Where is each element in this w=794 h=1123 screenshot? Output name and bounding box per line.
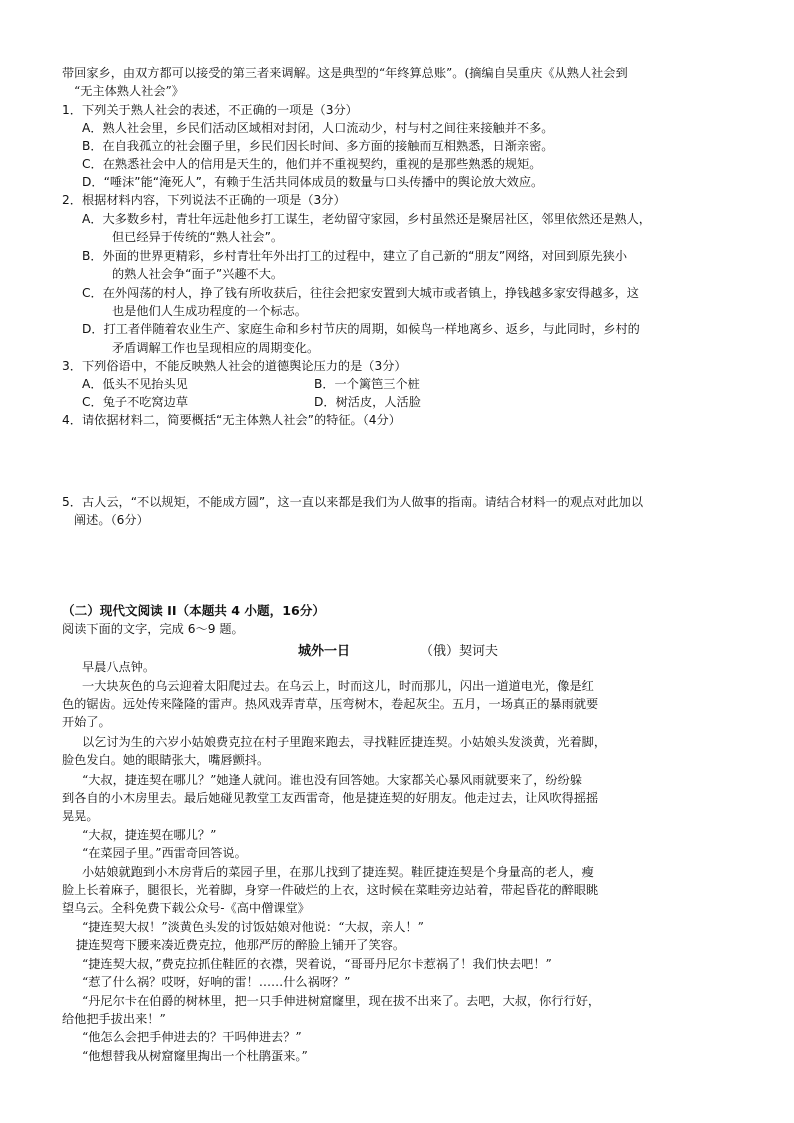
story-line: “捷连契大叔！”淡黄色头发的讨饭姑娘对他说：“大叔，亲人！” [82, 920, 424, 934]
question-3-stem: 3．下列俗语中，不能反映熟人社会的道德舆论压力的是（3分） [62, 359, 407, 373]
question-1-option-b: B．在自我孤立的社会圈子里，乡民们因长时间、多方面的接触而互相熟悉，日渐亲密。 [82, 139, 554, 153]
question-5-stem-cont: 阐述。（6分） [74, 513, 149, 527]
question-3-option-b: B．一个篱笆三个桩 [314, 377, 420, 391]
section-heading: （二）现代文阅读 II（本题共 4 小题，16分） [62, 603, 325, 618]
story-line: “捷连契大叔，”费克拉抓住鞋匠的衣襟，哭着说，“哥哥丹尼尔卡惹祸了！我们快去吧！” [82, 957, 552, 971]
question-3-option-a: A．低头不见抬头见 [82, 377, 188, 391]
story-line: 早晨八点钟。 [82, 660, 156, 674]
story-line: 望乌云。全科免费下载公众号-《高中僧课堂》 [62, 901, 310, 915]
question-3-option-c: C．兔子不吃窝边草 [82, 395, 189, 409]
question-5-stem: 5．古人云，“不以规矩，不能成方圆”，这一直以来都是我们为人做事的指南。请结合材料一的观点对此加以 [62, 495, 644, 509]
story-line: “大叔，捷连契在哪儿？” [82, 828, 217, 842]
story-line: “丹尼尔卡在伯爵的树林里，把一只手伸进树窟窿里，现在拔不出来了。去吧，大叔，你行行好， [82, 994, 601, 1008]
question-2-option-a: A．大多数乡村，青壮年远赴他乡打工谋生，老幼留守家园，乡村虽然还是聚居社区，邻里依然还是熟人， [82, 212, 651, 226]
source-citation: “无主体熟人社会”》 [74, 84, 184, 98]
story-line: “大叔，捷连契在哪儿？”她逢人就问。谁也没有回答她。大家都关心暴风雨就要来了，纷纷躲 [82, 773, 582, 787]
question-2-option-d: D．打工者伴随着农业生产、家庭生命和乡村节庆的周期，如候鸟一样地离乡、返乡，与此同时，乡村的 [82, 322, 640, 336]
question-2-option-a-cont: 但已经异于传统的“熟人社会”。 [112, 230, 284, 244]
section-instruction: 阅读下面的文字，完成 6～9 题。 [62, 622, 244, 636]
story-line: 到各自的小木房里去。最后她碰见教堂工友西雷奇，他是捷连契的好朋友。他走过去，让风吹得摇摇 [62, 791, 599, 805]
story-line: 一大块灰色的乌云迎着太阳爬过去。在乌云上，时而这儿，时而那儿，闪出一道道电光，像是红 [82, 679, 594, 693]
question-2-option-c-cont: 也是他们人生成功程度的一个标志。 [112, 304, 307, 318]
story-title: 城外一日 [298, 644, 351, 659]
story-line: 以乞讨为生的六岁小姑娘费克拉在村子里跑来跑去，寻找鞋匠捷连契。小姑娘头发淡黄，光着脚， [82, 735, 607, 749]
question-1-option-d: D．“唾沫”能“淹死人”，有赖于生活共同体成员的数量与口头传播中的舆论放大效应。 [82, 175, 544, 189]
answer-space-q5[interactable] [62, 532, 742, 592]
story-line: 晃晃。 [62, 809, 99, 823]
story-line: 小姑娘就跑到小木房背后的菜园子里，在那儿找到了捷连契。鞋匠捷连契是个身量高的老人，瘦 [82, 865, 594, 879]
story-line: 捷连契弯下腰来凑近费克拉，他那严厉的醉脸上铺开了笑容。 [76, 938, 406, 952]
question-2-option-d-cont: 矛盾调解工作也呈现相应的周期变化。 [112, 341, 320, 355]
story-line: “他想替我从树窟窿里掏出一个杜鹃蛋来。” [82, 1049, 308, 1063]
question-2-option-b: B．外面的世界更精彩，乡村青壮年外出打工的过程中，建立了自己新的“朋友”网络，对回到原先狭小 [82, 249, 628, 263]
question-2-option-c: C．在外闯荡的村人，挣了钱有所收获后，往往会把家安置到大城市或者镇上，挣钱越多家安得越多，这 [82, 286, 639, 300]
answer-space-q4[interactable] [62, 432, 742, 487]
story-line: “在菜园子里。”西雷奇回答说。 [82, 846, 247, 860]
question-3-option-d: D．树活皮，人活脸 [314, 395, 421, 409]
question-1-option-c: C．在熟悉社会中人的信用是天生的，他们并不重视契约，重视的是那些熟悉的规矩。 [82, 157, 542, 171]
story-line: “惹了什么祸？哎呀，好响的雷！……什么祸呀？” [82, 975, 351, 989]
intro-text-line: 带回家乡，由双方都可以接受的第三者来调解。这是典型的“年终算总账”。(摘编自吴重庆《从熟人社会到 [62, 66, 628, 80]
story-line: 脸上长着麻子，腿很长，光着脚，身穿一件破烂的上衣，这时候在菜畦旁边站着，带起昏花的醉眼眺 [62, 883, 599, 897]
question-4-stem: 4．请依据材料二，简要概括“无主体熟人社会”的特征。（4分） [62, 413, 401, 427]
story-line: 色的锯齿。远处传来隆隆的雷声。热风戏弄青草，压弯树木，卷起灰尘。五月，一场真正的暴雨就要 [62, 697, 599, 711]
story-author: （俄）契诃夫 [420, 644, 499, 659]
story-line: 开始了。 [62, 715, 111, 729]
question-2-stem: 2．根据材料内容，下列说法不正确的一项是（3分） [62, 193, 346, 207]
story-line: “他怎么会把手伸进去的？干吗伸进去？” [82, 1030, 302, 1044]
question-1-option-a: A．熟人社会里，乡民们活动区域相对封闭，人口流动少，村与村之间往来接触并不多。 [82, 121, 554, 135]
story-line: 给他把手拔出来！” [62, 1012, 166, 1026]
story-line: 脸色发白。她的眼睛张大，嘴唇颤抖。 [62, 753, 270, 767]
question-2-option-b-cont: 的熟人社会争“面子”兴趣不大。 [112, 267, 284, 281]
question-1-stem: 1．下列关于熟人社会的表述，不正确的一项是（3分） [62, 103, 358, 117]
